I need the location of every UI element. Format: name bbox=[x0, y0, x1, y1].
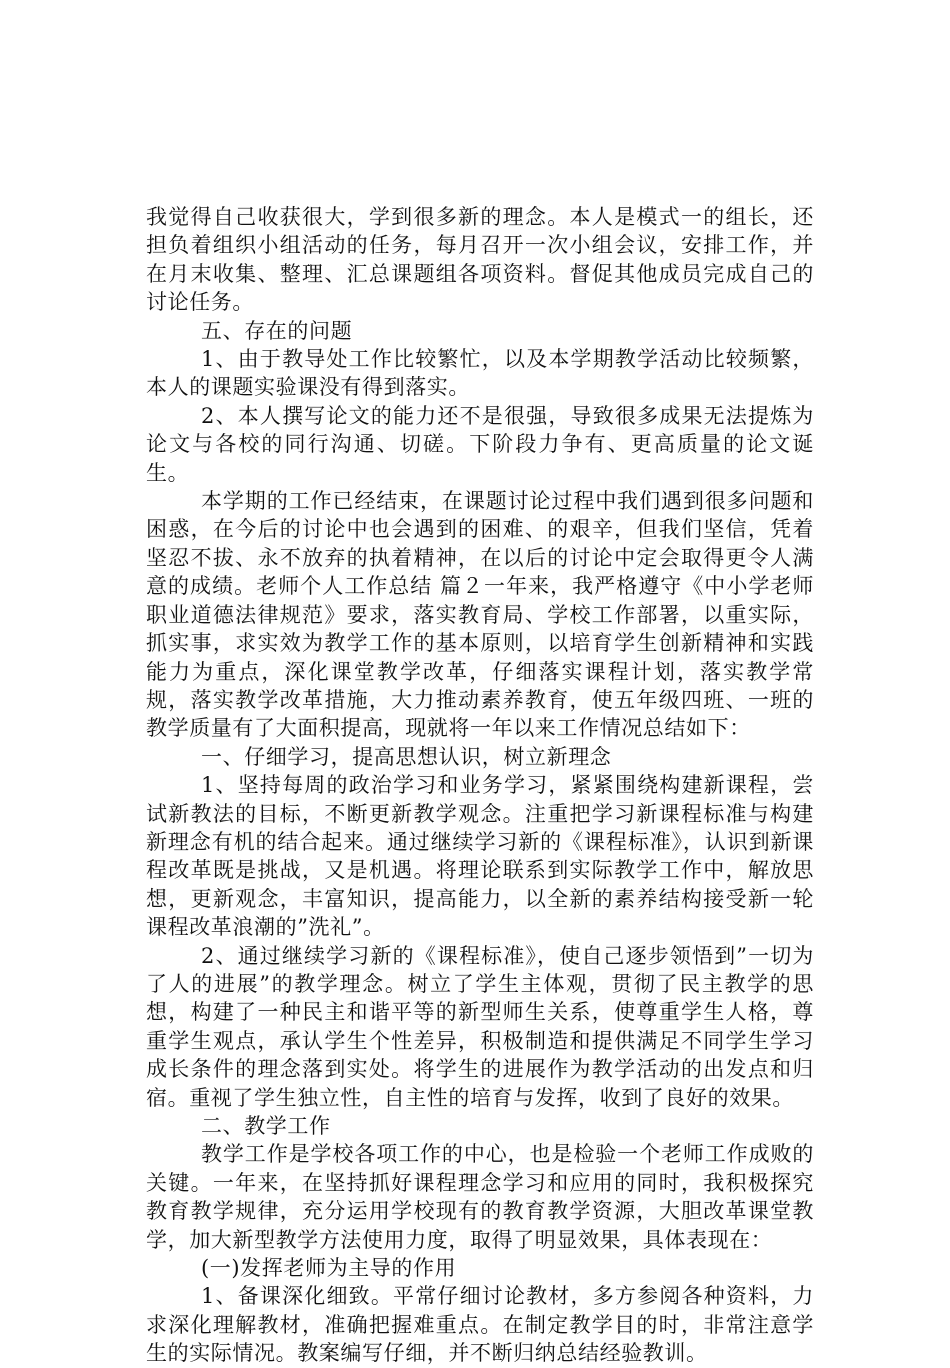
subsection-heading: (一)发挥老师为主导的作用 bbox=[201, 1256, 457, 1281]
paragraph: 本学期的工作已经结束，在课题讨论过程中我们遇到很多问题和困惑，在今后的讨论中也会遇到的困难、的艰辛，但我们坚信，凭着坚忍不拔、永不放弃的执着精神，在以后的讨论中定会取得更令人满意的成绩。老师个人工作总结 篇２一年来，我严格遵守《中小学老师职业道德法律规范》要求，落实教育局、学校工作部署，以重实际，抓实事，求实效为教学工作的基本原则，以培育学生创新精神和实践能力为重点，深化课堂教学改革，仔细落实课程计划，落实教学常规，落实教学改革措施，大力推动素养教育，使五年级四班、一班的教学质量有了大面积提高，现就将一年以来工作情况总结如下： bbox=[146, 489, 814, 741]
paragraph: 我觉得自己收获很大，学到很多新的理念。本人是模式一的组长，还担负着组织小组活动的任务，每月召开一次小组会议，安排工作，并在月末收集、整理、汇总课题组各项资料。督促其他成员完成自己的讨论任务。 bbox=[146, 205, 814, 315]
section-heading: 二、教学工作 bbox=[201, 1114, 331, 1138]
paragraph: 2、本人撰写论文的能力还不是很强，导致很多成果无法提炼为论文与各校的同行沟通、切磋。下阶段力争有、更高质量的论文诞生。 bbox=[146, 403, 814, 485]
paragraph: 教学工作是学校各项工作的中心，也是检验一个老师工作成败的关键。一年来，在坚持抓好课程理念学习和应用的同时，我积极探究教育教学规律，充分运用学校现有的教育教学资源，大胆改革课堂教学，加大新型教学方法使用力度，取得了明显效果，具体表现在： bbox=[146, 1142, 814, 1252]
paragraph: 1、由于教导处工作比较繁忙，以及本学期教学活动比较频繁，本人的课题实验课没有得到落实。 bbox=[146, 347, 814, 400]
section-heading: 五、存在的问题 bbox=[201, 318, 353, 343]
paragraph: 1、备课深化细致。平常仔细讨论教材，多方参阅各种资料，力求深化理解教材，准确把握难重点。在制定教学目的时，非常注意学生的实际情况。教案编写仔细，并不断归纳总结经验教训。 bbox=[146, 1284, 814, 1366]
document-body bbox=[146, 203, 814, 1368]
section-heading: 一、仔细学习，提高思想认识，树立新理念 bbox=[201, 744, 612, 769]
paragraph: 2、通过继续学习新的《课程标准》，使自己逐步领悟到”一切为了人的进展”的教学理念。树立了学生主体观，贯彻了民主教学的思想，构建了一种民主和谐平等的新型师生关系，使尊重学生人格，尊重学生观点，承认学生个性差异，积极制造和提供满足不同学生学习成长条件的理念落到实处。将学生的进展作为教学活动的出发点和归宿。重视了学生独立性，自主性的培育与发挥，收到了良好的效果。 bbox=[146, 943, 814, 1110]
paragraph: 1、坚持每周的政治学习和业务学习，紧紧围绕构建新课程，尝试新教法的目标，不断更新教学观念。注重把学习新课程标准与构建新理念有机的结合起来。通过继续学习新的《课程标准》，认识到新课程改革既是挑战，又是机遇。将理论联系到实际教学工作中，解放思想，更新观念，丰富知识，提高能力，以全新的素养结构接受新一轮课程改革浪潮的”洗礼”。 bbox=[146, 773, 814, 940]
